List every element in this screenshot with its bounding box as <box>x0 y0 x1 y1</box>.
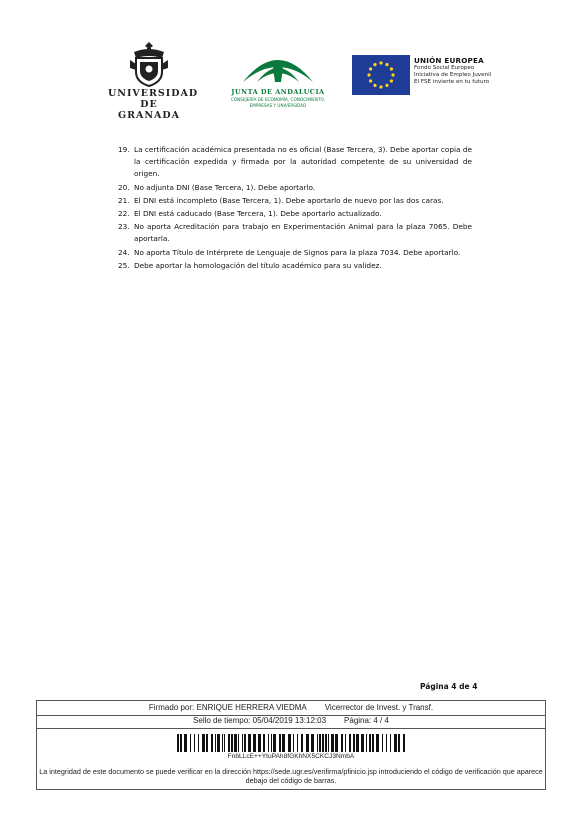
verification-code: FnbLLcE++YtuPAh8fGKhNX5CKCJ3NmbA <box>227 753 355 760</box>
timestamp-row <box>37 716 545 729</box>
eu-sub2: Iniciativa de Empleo Juvenil <box>414 72 492 78</box>
item-text: No adjunta DNI (Base Tercera, 1). Debe aportarlo. <box>134 182 316 192</box>
junta-logo <box>226 46 330 108</box>
eu-stars-icon <box>352 55 410 95</box>
item-text: No aporta Título de Intérprete de Lenguaje de Signos para la plaza 7034. Debe aportarlo. <box>134 247 461 257</box>
list-item <box>118 247 472 259</box>
eu-sub1: Fondo Social Europeo <box>414 65 475 71</box>
junta-name: JUNTA DE ANDALUCIA <box>231 88 325 96</box>
list-item <box>118 182 472 194</box>
item-text: La certificación académica presentada no es oficial (Base Tercera, 3). Debe aportar copia de la certificación expedida y firmada por la autoridad competente de su universidad de origen. <box>134 145 472 179</box>
junta-sub1: CONSEJERÍA DE ECONOMÍA, CONOCIMIENTO, <box>230 97 326 102</box>
timestamp: Sello de tiempo: 05/04/2019 13:12:03 <box>193 716 327 725</box>
ugr-name-line2: DE GRANADA <box>117 99 181 121</box>
junta-arc-icon <box>239 46 317 86</box>
item-text: El DNI está caducado (Base Tercera, 1). Debe aportarlo actualizado. <box>134 209 382 219</box>
list-item <box>118 144 472 181</box>
junta-sub2: EMPRESAS Y UNIVERSIDAD <box>249 103 307 108</box>
eu-text <box>414 56 504 86</box>
ugr-crest-icon <box>128 40 170 88</box>
item-number: 21. <box>118 195 130 205</box>
list-item <box>118 260 472 272</box>
item-number: 23. <box>118 222 130 232</box>
item-number: 20. <box>118 182 130 192</box>
ugr-name-line1: UNIVERSIDAD <box>108 88 199 99</box>
item-number: 22. <box>118 209 130 219</box>
eu-logo <box>352 55 502 95</box>
document-header <box>0 40 580 120</box>
requirements-list <box>118 144 472 273</box>
barcode-icon <box>177 734 405 752</box>
signed-by: Firmado por: ENRIQUE HERRERA VIEDMA <box>148 703 307 712</box>
signer-role: Vicerrector de Invest. y Transf. <box>324 703 434 712</box>
list-item <box>118 221 472 245</box>
signature-box <box>36 700 546 790</box>
eu-flag-icon <box>352 55 410 95</box>
list-item <box>118 208 472 220</box>
ugr-logo <box>108 40 199 121</box>
eu-title: UNIÓN EUROPEA <box>414 56 484 65</box>
integrity-note: La integridad de este documento se puede verificar en la dirección https://sede.ugr.es/verifirma/pfinicio.jsp introduciendo el código de verificación que aparece debajo del código de barras. <box>39 767 543 785</box>
signature-page: Página: 4 / 4 <box>344 716 389 725</box>
eu-sub3: El FSE invierte en tu futuro <box>414 79 490 85</box>
signer-row <box>37 703 545 716</box>
list-item <box>118 195 472 207</box>
item-text: No aporta Acreditación para trabajo en Experimentación Animal para la plaza 7065. Debe aportarla. <box>134 222 472 244</box>
item-number: 19. <box>118 145 130 154</box>
item-text: Debe aportar la homologación del título académico para su validez. <box>134 260 382 270</box>
page-number: Página 4 de 4 <box>420 682 478 691</box>
item-number: 24. <box>118 247 130 257</box>
item-number: 25. <box>118 260 130 270</box>
item-text: El DNI está incompleto (Base Tercera, 1). Debe aportarlo de nuevo por las dos caras. <box>134 195 444 205</box>
